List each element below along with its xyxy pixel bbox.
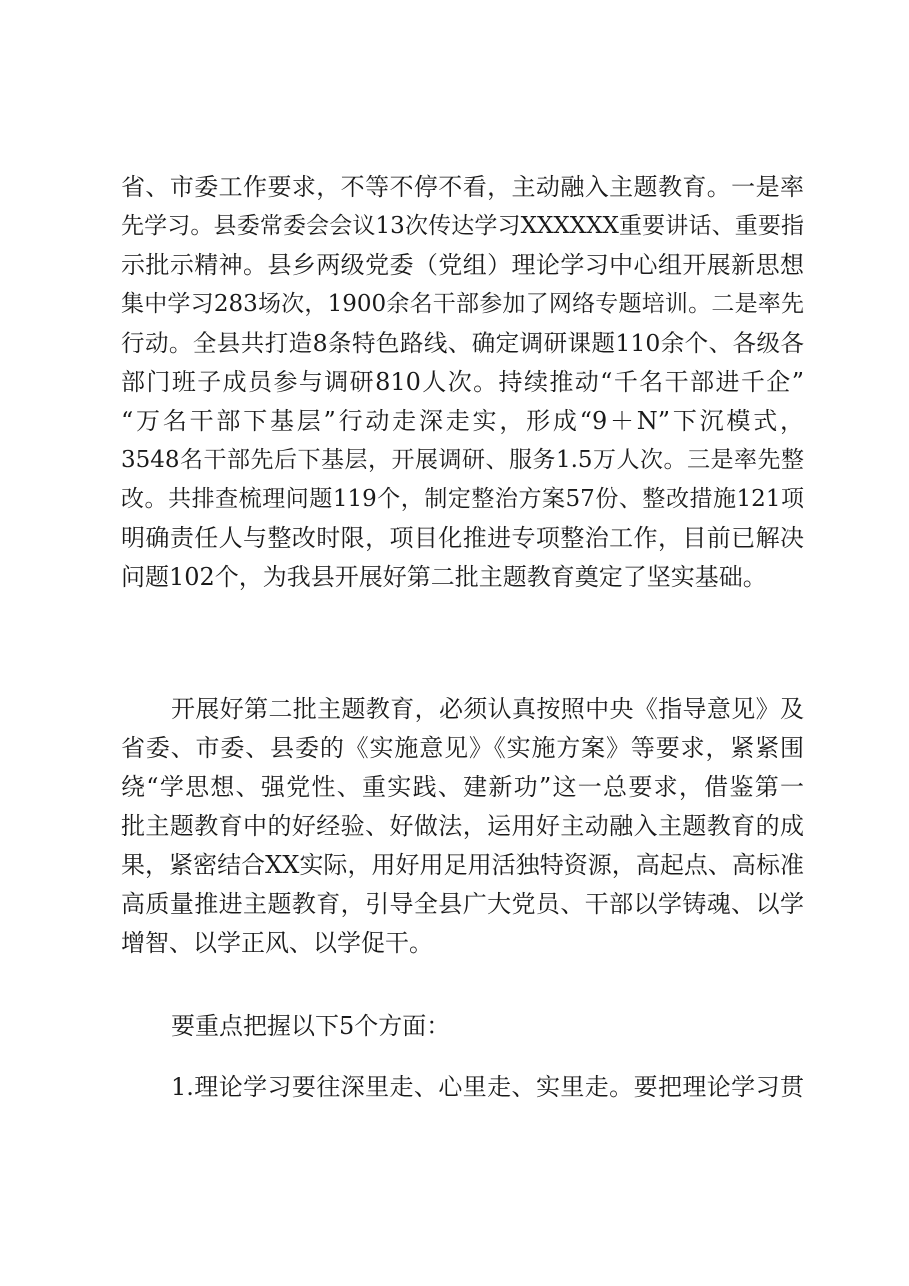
text-line: 明确责任人与整改时限，项目化推进专项整治工作，目前已解决 — [121, 524, 804, 552]
text-line: “万名干部下基层”行动走深走实，形成“9＋N”下沉模式， — [121, 407, 804, 435]
text-line: 开展好第二批主题教育，必须认真按照中央《指导意见》及 — [171, 695, 804, 723]
text-line: 要重点把握以下5个方面： — [171, 1012, 451, 1040]
paragraph-point-1 — [121, 1068, 804, 1107]
text-line: 集中学习283场次，1900余名干部参加了网络专题培训。二是率先 — [121, 291, 804, 317]
text-line: 示批示精神。县乡两级党委（党组）理论学习中心组开展新思想 — [121, 251, 804, 279]
text-line: 问题102个，为我县开展好第二批主题教育奠定了坚实基础。 — [121, 563, 767, 591]
text-line: 1.理论学习要往深里走、心里走、实里走。要把理论学习贯 — [171, 1073, 804, 1101]
text-line: 先学习。县委常委会会议13次传达学习XXXXXX重要讲话、重要指 — [121, 213, 804, 239]
text-line: 批主题教育中的好经验、好做法，运用好主动融入主题教育的成 — [121, 812, 804, 840]
text-line: 部门班子成员参与调研810人次。持续推动“千名干部进千企” — [121, 368, 804, 396]
text-line: 果，紧密结合XX实际，用好用足用活独特资源，高起点、高标准 — [121, 851, 804, 879]
text-line: 增智、以学正风、以学促干。 — [121, 929, 433, 957]
text-line: 绕“学思想、强党性、重实践、建新功”这一总要求，借鉴第一 — [121, 773, 804, 801]
text-line: 改。共排查梳理问题119个，制定整治方案57份、整改措施121项 — [121, 486, 804, 512]
text-line: 省委、市委、县委的《实施意见》《实施方案》等要求，紧紧围 — [121, 734, 804, 762]
paragraph-key-points-intro — [121, 1007, 804, 1046]
text-line: 行动。全县共打造8条特色路线、确定调研课题110余个、各级各 — [121, 329, 804, 357]
text-line: 3548名干部先后下基层，开展调研、服务1.5万人次。三是率先整 — [121, 447, 804, 473]
text-line: 高质量推进主题教育，引导全县广大党员、干部以学铸魂、以学 — [121, 890, 804, 918]
text-line: 省、市委工作要求，不等不停不看，主动融入主题教育。一是率 — [121, 173, 804, 201]
paragraph-progress-summary — [121, 168, 804, 597]
paragraph-requirements — [121, 690, 804, 963]
